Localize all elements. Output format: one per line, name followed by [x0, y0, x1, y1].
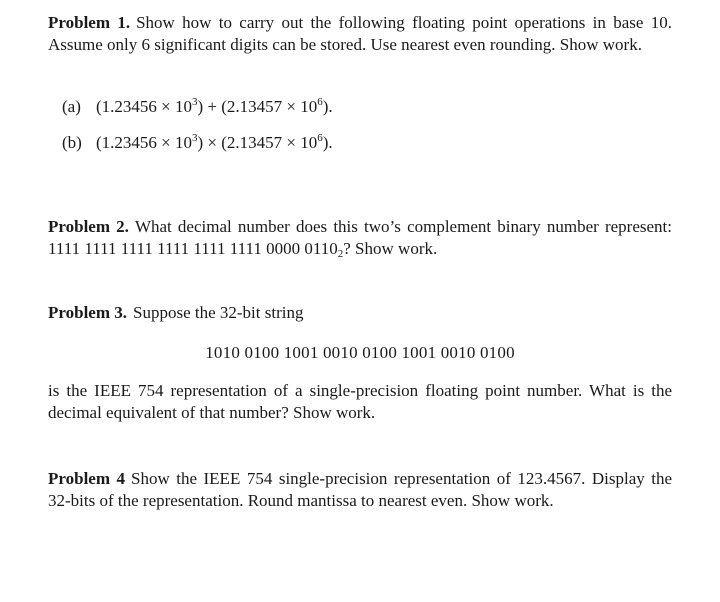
problem-3-heading: Problem 3.	[48, 303, 128, 322]
problem-3-text: is the IEEE 754 representation of a single-precision floating point number. What is the decimal equivalent of that number? Show work.	[48, 381, 672, 422]
part-b-operator: ) × (2.13457 × 10	[197, 133, 318, 152]
problem-1-heading: Problem 1.	[48, 13, 131, 32]
part-b-left: (1.23456 × 10	[96, 133, 192, 152]
problem-2-subscript: 2	[337, 248, 344, 260]
problem-1-part-b	[62, 132, 622, 154]
part-b-exp-2: 6	[317, 132, 323, 144]
problem-4-heading: Problem 4	[48, 469, 126, 488]
problem-1	[48, 12, 672, 56]
part-a-left: (1.23456 × 10	[96, 97, 192, 116]
problem-2-text: What decimal number does this two’s complement binary number represent: 1111 1111 1111 1111 1111 1111 0000 0110	[48, 217, 672, 258]
part-a-exp-2: 6	[317, 96, 323, 108]
problem-4-text: Show the IEEE 754 single-precision representation of 123.4567. Display the 32-bits of the representation. Round mantissa to nearest even. Show work.	[48, 469, 673, 510]
problem-2	[48, 216, 672, 260]
part-b-end: ).	[322, 133, 333, 152]
problem-3	[48, 302, 672, 324]
part-b-label: (b)	[62, 133, 82, 152]
problem-3-intro: Suppose the 32-bit string	[133, 303, 304, 322]
part-a-label: (a)	[62, 97, 81, 116]
problem-3-body	[48, 380, 672, 424]
problem-1-part-a	[62, 96, 622, 118]
problem-3-bitstring: 1010 0100 1001 0010 0100 1001 0010 0100	[205, 343, 515, 362]
part-a-end: ).	[322, 97, 333, 116]
part-a-exp-1: 3	[192, 96, 198, 108]
problem-4	[48, 468, 672, 512]
part-a-operator: ) + (2.13457 × 10	[197, 97, 318, 116]
problem-1-text: Show how to carry out the following floating point operations in base 10. Assume only 6 significant digits can be stored. Use nearest even rounding. Show work.	[48, 13, 672, 54]
problem-2-heading: Problem 2.	[48, 217, 129, 236]
problem-2-text-end: ? Show work.	[343, 239, 438, 258]
part-b-exp-1: 3	[192, 132, 198, 144]
